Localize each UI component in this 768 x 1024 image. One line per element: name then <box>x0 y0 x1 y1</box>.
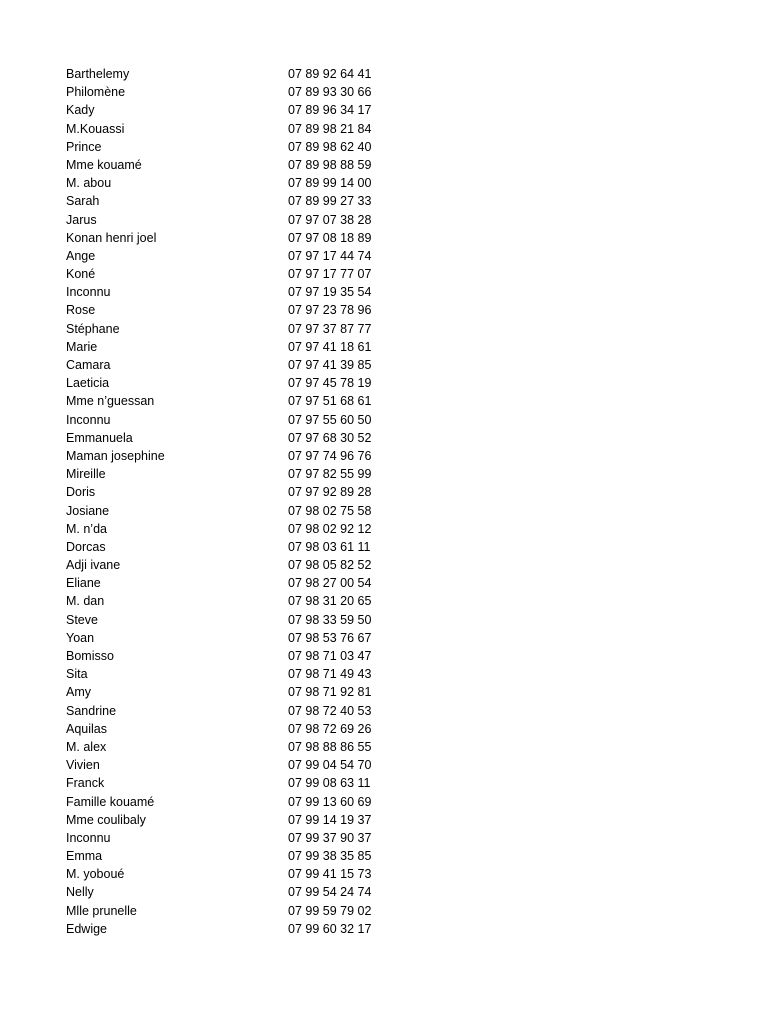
contact-phone: 07 97 45 78 19 <box>288 376 372 391</box>
contact-row <box>0 829 768 847</box>
contact-name: Mme coulibaly <box>66 812 146 827</box>
contact-list <box>0 65 768 938</box>
contact-name: Inconnu <box>66 285 111 300</box>
contact-name: Franck <box>66 776 105 791</box>
contact-name: Inconnu <box>66 830 111 845</box>
contact-row <box>0 429 768 447</box>
contact-name: M. n’da <box>66 521 107 536</box>
contact-row <box>0 411 768 429</box>
contact-row <box>0 447 768 465</box>
contact-name: Sandrine <box>66 703 117 718</box>
contact-name: Barthelemy <box>66 67 130 81</box>
contact-row <box>0 356 768 374</box>
contact-row <box>0 702 768 720</box>
contact-name: Konan henri joel <box>66 230 157 245</box>
contact-name: M. yoboué <box>66 867 125 882</box>
contact-row <box>0 920 768 938</box>
contact-phone: 07 98 02 75 58 <box>288 503 372 518</box>
contact-row <box>0 556 768 574</box>
contact-name: Emma <box>66 849 103 864</box>
contact-row <box>0 520 768 538</box>
contact-row <box>0 538 768 556</box>
contact-name: M. abou <box>66 176 112 191</box>
contact-phone: 07 99 08 63 11 <box>288 776 371 791</box>
contact-phone: 07 97 92 89 28 <box>288 485 372 500</box>
contact-row <box>0 720 768 738</box>
contact-phone: 07 99 13 60 69 <box>288 794 372 809</box>
contact-phone: 07 99 54 24 74 <box>288 885 372 900</box>
contact-phone: 07 89 96 34 17 <box>288 103 372 118</box>
contact-row <box>0 647 768 665</box>
contact-name: Doris <box>66 485 96 500</box>
contact-row <box>0 738 768 756</box>
contact-row <box>0 192 768 210</box>
contact-phone: 07 97 08 18 89 <box>288 230 372 245</box>
contact-row <box>0 574 768 592</box>
contact-phone: 07 89 99 14 00 <box>288 176 372 191</box>
contact-row <box>0 883 768 901</box>
contact-row <box>0 138 768 156</box>
contact-row <box>0 301 768 319</box>
contact-name: Mlle prunelle <box>66 903 137 918</box>
contact-name: Emmanuela <box>66 430 133 445</box>
contact-row <box>0 283 768 301</box>
contact-row <box>0 320 768 338</box>
contact-row <box>0 156 768 174</box>
contact-name: M. dan <box>66 594 105 609</box>
contact-phone: 07 98 72 40 53 <box>288 703 372 718</box>
contact-row <box>0 502 768 520</box>
contact-name: Koné <box>66 267 96 282</box>
contact-row <box>0 811 768 829</box>
contact-phone: 07 98 71 92 81 <box>288 685 372 700</box>
contact-row <box>0 592 768 610</box>
contact-phone: 07 97 82 55 99 <box>288 467 372 482</box>
contact-phone: 07 97 41 39 85 <box>288 358 372 372</box>
contact-phone: 07 98 05 82 52 <box>288 558 372 573</box>
contact-row <box>0 629 768 647</box>
contact-name: Vivien <box>66 758 100 773</box>
contact-row <box>0 756 768 774</box>
contact-row <box>0 83 768 101</box>
contact-name: Bomisso <box>66 649 114 663</box>
contact-row <box>0 392 768 410</box>
contact-phone: 07 98 88 86 55 <box>288 739 372 754</box>
contact-name: Amy <box>66 685 91 700</box>
contact-phone: 07 97 74 96 76 <box>288 448 372 463</box>
contact-name: Steve <box>66 612 98 627</box>
contact-phone: 07 99 37 90 37 <box>288 830 372 845</box>
contact-phone: 07 89 98 62 40 <box>288 139 372 154</box>
contact-phone: 07 98 53 76 67 <box>288 630 372 645</box>
contact-name: Philomène <box>66 85 126 100</box>
contact-name: Edwige <box>66 921 107 936</box>
contact-phone: 07 97 17 77 07 <box>288 267 372 282</box>
contact-name: Sita <box>66 667 88 682</box>
contact-phone: 07 98 72 69 26 <box>288 721 372 736</box>
contact-name: Marie <box>66 339 98 354</box>
contact-name: Prince <box>66 139 102 154</box>
contact-row <box>0 865 768 883</box>
contact-name: Stéphane <box>66 321 120 336</box>
contact-row <box>0 847 768 865</box>
contact-phone: 07 97 19 35 54 <box>288 285 372 300</box>
contact-row <box>0 774 768 792</box>
contact-row <box>0 483 768 501</box>
contact-name: Mireille <box>66 467 106 482</box>
contact-phone: 07 99 60 32 17 <box>288 921 372 936</box>
contact-name: Rose <box>66 303 96 318</box>
contact-phone: 07 89 98 88 59 <box>288 157 372 172</box>
contact-phone: 07 99 41 15 73 <box>288 867 372 882</box>
contact-row <box>0 665 768 683</box>
contact-row <box>0 247 768 265</box>
contact-phone: 07 98 71 49 43 <box>288 667 372 682</box>
contact-phone: 07 99 38 35 85 <box>288 849 372 864</box>
contact-name: Kady <box>66 103 95 118</box>
contact-row <box>0 174 768 192</box>
contact-row <box>0 211 768 229</box>
contact-row <box>0 229 768 247</box>
contact-phone: 07 97 23 78 96 <box>288 303 372 318</box>
contact-phone: 07 99 14 19 37 <box>288 812 372 827</box>
contact-row <box>0 683 768 701</box>
contact-name: Mme kouamé <box>66 157 142 172</box>
contact-name: Sarah <box>66 194 100 209</box>
contact-row <box>0 101 768 119</box>
contact-phone: 07 98 31 20 65 <box>288 594 372 609</box>
contact-name: Aquilas <box>66 721 107 736</box>
contact-phone: 07 89 92 64 41 <box>288 67 372 81</box>
contact-phone: 07 97 55 60 50 <box>288 412 372 427</box>
contact-phone: 07 97 51 68 61 <box>288 394 372 409</box>
contact-row <box>0 265 768 283</box>
contact-name: Laeticia <box>66 376 110 391</box>
contact-phone: 07 99 59 79 02 <box>288 903 372 918</box>
contact-phone: 07 98 33 59 50 <box>288 612 372 627</box>
contact-name: Josiane <box>66 503 110 518</box>
contact-phone: 07 89 99 27 33 <box>288 194 372 209</box>
contact-name: Dorcas <box>66 539 106 554</box>
contact-phone: 07 97 68 30 52 <box>288 430 372 445</box>
contact-name: Mme n’guessan <box>66 394 155 409</box>
contact-name: Jarus <box>66 212 97 227</box>
contact-name: Eliane <box>66 576 101 591</box>
contact-phone: 07 99 04 54 70 <box>288 758 372 773</box>
contact-row <box>0 374 768 392</box>
contact-row <box>0 902 768 920</box>
contact-phone: 07 98 02 92 12 <box>288 521 372 536</box>
contact-phone: 07 97 07 38 28 <box>288 212 372 227</box>
contact-name: M.Kouassi <box>66 121 125 136</box>
contact-row <box>0 65 768 83</box>
contact-phone: 07 97 17 44 74 <box>288 248 372 263</box>
contact-row <box>0 465 768 483</box>
contact-phone: 07 98 03 61 11 <box>288 539 371 554</box>
contact-phone: 07 97 37 87 77 <box>288 321 372 336</box>
contact-name: Camara <box>66 358 111 372</box>
contact-row <box>0 793 768 811</box>
contact-name: Maman josephine <box>66 448 165 463</box>
contact-row <box>0 338 768 356</box>
contact-name: Adji ivane <box>66 558 121 573</box>
contact-phone: 07 89 93 30 66 <box>288 85 372 100</box>
contact-phone: 07 89 98 21 84 <box>288 121 372 136</box>
contact-phone: 07 98 27 00 54 <box>288 576 372 591</box>
contact-row <box>0 611 768 629</box>
contact-name: Ange <box>66 248 96 263</box>
contact-row <box>0 120 768 138</box>
contact-name: M. alex <box>66 739 107 754</box>
contact-phone: 07 97 41 18 61 <box>288 339 372 354</box>
contact-name: Nelly <box>66 885 94 900</box>
contact-name: Famille kouamé <box>66 794 155 809</box>
contact-name: Yoan <box>66 630 95 645</box>
contact-name: Inconnu <box>66 412 111 427</box>
contact-phone: 07 98 71 03 47 <box>288 649 372 663</box>
